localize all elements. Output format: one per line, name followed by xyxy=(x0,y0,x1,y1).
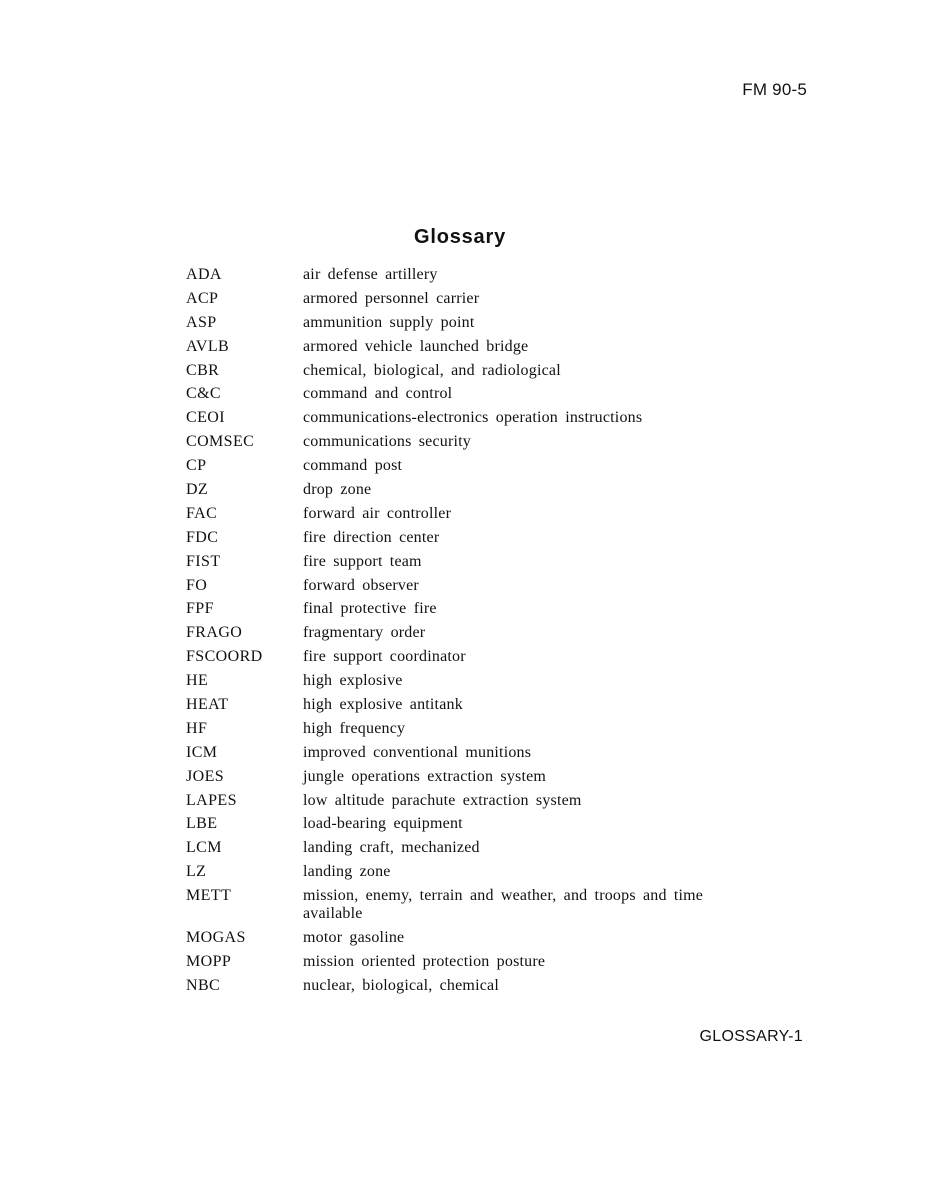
glossary-term: NBC xyxy=(186,976,221,994)
glossary-term: DZ xyxy=(186,481,209,499)
glossary-definition: forward air controller xyxy=(303,504,452,522)
glossary-definition: ammunition supply point xyxy=(303,313,475,331)
glossary-entry xyxy=(186,696,766,714)
glossary-entry xyxy=(186,290,766,308)
glossary-definition: fire support team xyxy=(303,552,422,570)
glossary-term: FRAGO xyxy=(186,624,243,642)
glossary-term: FIST xyxy=(186,552,221,570)
glossary-term: ICM xyxy=(186,743,218,761)
glossary-entry xyxy=(186,553,766,571)
glossary-term: CEOI xyxy=(186,409,225,427)
glossary-list xyxy=(186,266,766,1001)
glossary-entry xyxy=(186,624,766,642)
glossary-term: HE xyxy=(186,672,209,690)
glossary-entry xyxy=(186,953,766,971)
glossary-definition: forward observer xyxy=(303,576,419,594)
glossary-term: MOPP xyxy=(186,952,232,970)
glossary-term: CBR xyxy=(186,361,220,379)
glossary-term: METT xyxy=(186,887,232,905)
glossary-entry xyxy=(186,792,766,810)
document-code: FM 90-5 xyxy=(742,80,807,99)
glossary-entry xyxy=(186,385,766,403)
glossary-term: FSCOORD xyxy=(186,648,263,666)
glossary-definition: air defense artillery xyxy=(303,266,438,283)
glossary-definition: high explosive antitank xyxy=(303,696,463,714)
glossary-term: FDC xyxy=(186,528,219,546)
glossary-entry xyxy=(186,433,766,451)
glossary-entry xyxy=(186,977,766,995)
glossary-entry xyxy=(186,266,766,284)
glossary-definition: high frequency xyxy=(303,719,406,737)
glossary-entry xyxy=(186,744,766,762)
glossary-term: CP xyxy=(186,457,207,475)
glossary-definition: improved conventional munitions xyxy=(303,743,532,761)
glossary-definition: fragmentary order xyxy=(303,624,426,642)
glossary-definition: high explosive xyxy=(303,672,403,690)
glossary-term: LZ xyxy=(186,863,207,881)
glossary-term: C&C xyxy=(186,385,221,403)
glossary-definition: nuclear, biological, chemical xyxy=(303,976,499,994)
glossary-entry xyxy=(186,362,766,380)
glossary-definition: load-bearing equipment xyxy=(303,815,463,833)
glossary-term: MOGAS xyxy=(186,929,246,947)
glossary-definition: mission, enemy, terrain and weather, and troops and time available xyxy=(303,887,704,923)
glossary-definition: chemical, biological, and radiological xyxy=(303,361,561,379)
glossary-entry xyxy=(186,768,766,786)
glossary-entry xyxy=(186,863,766,881)
glossary-term: FO xyxy=(186,576,208,594)
glossary-entry xyxy=(186,600,766,618)
glossary-term: FAC xyxy=(186,504,218,522)
glossary-term: ASP xyxy=(186,313,217,331)
glossary-entry xyxy=(186,529,766,547)
glossary-definition: command and control xyxy=(303,385,453,403)
glossary-term: COMSEC xyxy=(186,433,255,451)
glossary-definition: armored personnel carrier xyxy=(303,289,480,307)
glossary-entry xyxy=(186,839,766,857)
glossary-definition: command post xyxy=(303,457,403,475)
glossary-entry xyxy=(186,720,766,738)
glossary-term: HF xyxy=(186,719,208,737)
glossary-entry xyxy=(186,577,766,595)
glossary-definition: drop zone xyxy=(303,481,372,499)
page-number: GLOSSARY-1 xyxy=(699,1028,803,1045)
glossary-definition: communications-electronics operation instructions xyxy=(303,409,643,427)
glossary-entry xyxy=(186,505,766,523)
glossary-entry xyxy=(186,815,766,833)
glossary-entry xyxy=(186,648,766,666)
glossary-term: ACP xyxy=(186,289,219,307)
glossary-term: JOES xyxy=(186,767,225,785)
glossary-definition: motor gasoline xyxy=(303,929,405,947)
glossary-term: LCM xyxy=(186,839,222,857)
glossary-definition: jungle operations extraction system xyxy=(303,767,547,785)
glossary-definition: final protective fire xyxy=(303,600,437,618)
glossary-definition: fire direction center xyxy=(303,528,440,546)
glossary-term: HEAT xyxy=(186,696,229,714)
glossary-entry xyxy=(186,887,766,923)
glossary-term: ADA xyxy=(186,266,222,283)
glossary-entry xyxy=(186,929,766,947)
glossary-term: LBE xyxy=(186,815,218,833)
glossary-definition: fire support coordinator xyxy=(303,648,466,666)
page-title: Glossary xyxy=(413,226,506,248)
glossary-term: LAPES xyxy=(186,791,237,809)
glossary-definition: landing zone xyxy=(303,863,391,881)
glossary-definition: communications security xyxy=(303,433,472,451)
glossary-definition: low altitude parachute extraction system xyxy=(303,791,582,809)
glossary-entry xyxy=(186,457,766,475)
glossary-entry xyxy=(186,409,766,427)
glossary-entry xyxy=(186,314,766,332)
glossary-entry xyxy=(186,481,766,499)
glossary-entry xyxy=(186,338,766,356)
glossary-definition: armored vehicle launched bridge xyxy=(303,337,529,355)
glossary-term: FPF xyxy=(186,600,214,618)
glossary-definition: mission oriented protection posture xyxy=(303,952,546,970)
glossary-term: AVLB xyxy=(186,337,230,355)
glossary-entry xyxy=(186,672,766,690)
glossary-definition: landing craft, mechanized xyxy=(303,839,480,857)
